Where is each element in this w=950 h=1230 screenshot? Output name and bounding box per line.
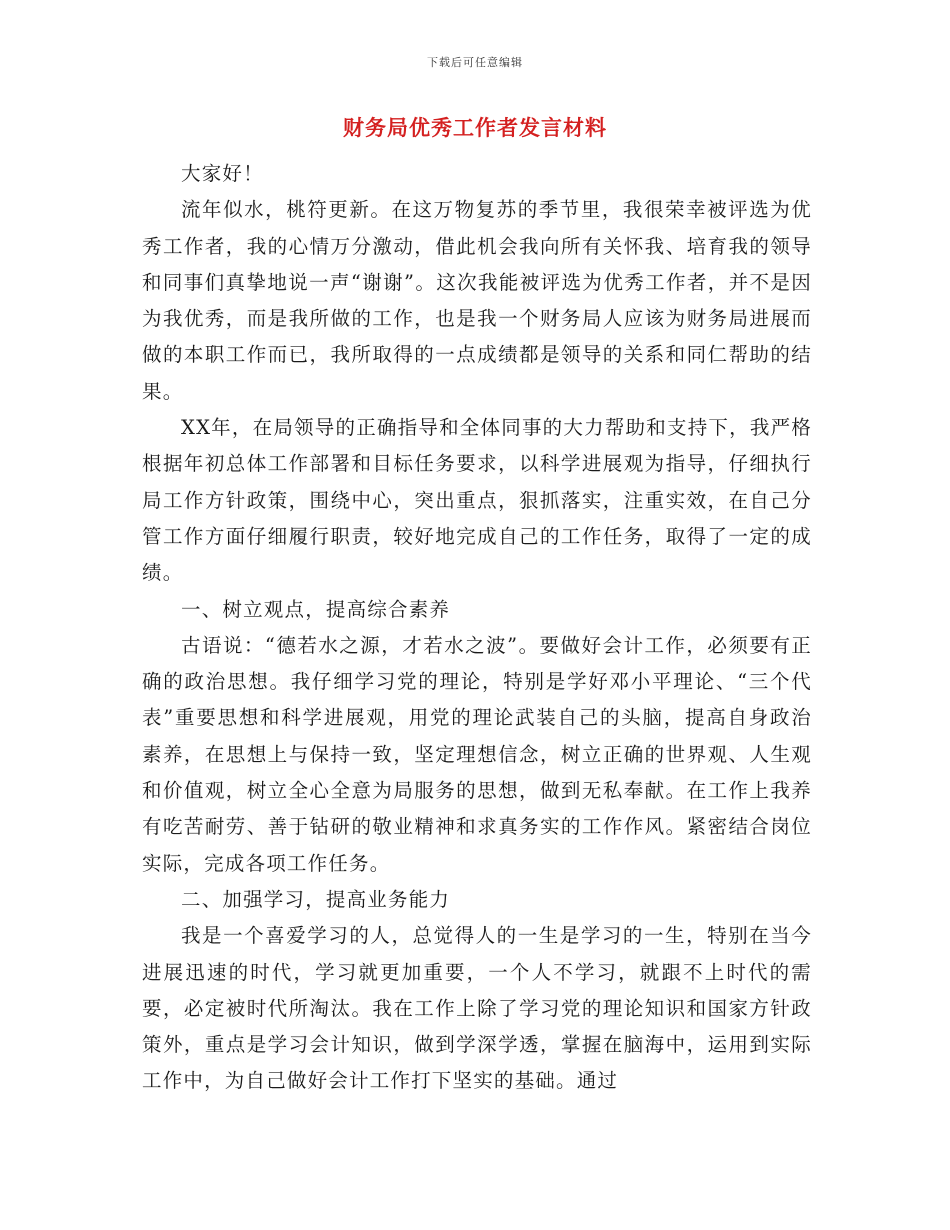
document-title: 财务局优秀工作者发言材料 xyxy=(343,115,607,140)
section-2-paragraph: 我是一个喜爱学习的人，总觉得人的一生是学习的一生，特别在当今进展迅速的时代，学习就更加重要，一个人不学习，就跟不上时代的需要，必定被时代所淘汰。我在工作上除了学习党的理论知识和国家方针政策外，重点是学习会计知识，做到学深学透，掌握在脑海中，运用到实际工作中，为自己做好会计工作打下坚实的基础。通过 xyxy=(142,924,812,1093)
section-1-paragraph: 古语说：“德若水之源，才若水之波”。要做好会计工作，必须要有正确的政治思想。我仔细学习党的理论，特别是学好邓小平理论、“三个代表”重要思想和科学进展观，用党的理论武装自己的头脑，提高自身政治素养，在思想上与保持一致，坚定理想信念，树立正确的世界观、人生观和价值观，树立全心全意为局服务的思想，做到无私奉献。在工作上我养有吃苦耐劳、善于钻研的敬业精神和求真务实的工作作风。紧密结合岗位实际，完成各项工作任务。 xyxy=(142,633,812,875)
intro-paragraph: 流年似水，桃符更新。在这万物复苏的季节里，我很荣幸被评选为优秀工作者，我的心情万分激动，借此机会我向所有关怀我、培育我的领导和同事们真挚地说一声“谢谢”。这次我能被评选为优秀工作者，并不是因为我优秀，而是我所做的工作，也是我一个财务局人应该为财务局进展而做的本职工作而已，我所取得的一点成绩都是领导的关系和同仁帮助的结果。 xyxy=(142,198,812,403)
header-note: 下载后可任意编辑 xyxy=(427,56,523,69)
summary-paragraph: XX年，在局领导的正确指导和全体同事的大力帮助和支持下，我严格根据年初总体工作部署和目标任务要求，以科学进展观为指导，仔细执行局工作方针政策，围绕中心，突出重点，狠抓落实，注重实效，在自己分管工作方面仔细履行职责，较好地完成自己的工作任务，取得了一定的成绩。 xyxy=(142,416,812,585)
section-heading-1: 一、树立观点，提高综合素养 xyxy=(181,597,451,621)
document-body xyxy=(142,156,812,1100)
section-heading-2: 二、加强学习，提高业务能力 xyxy=(181,887,451,911)
greeting-paragraph: 大家好！ xyxy=(181,162,264,185)
